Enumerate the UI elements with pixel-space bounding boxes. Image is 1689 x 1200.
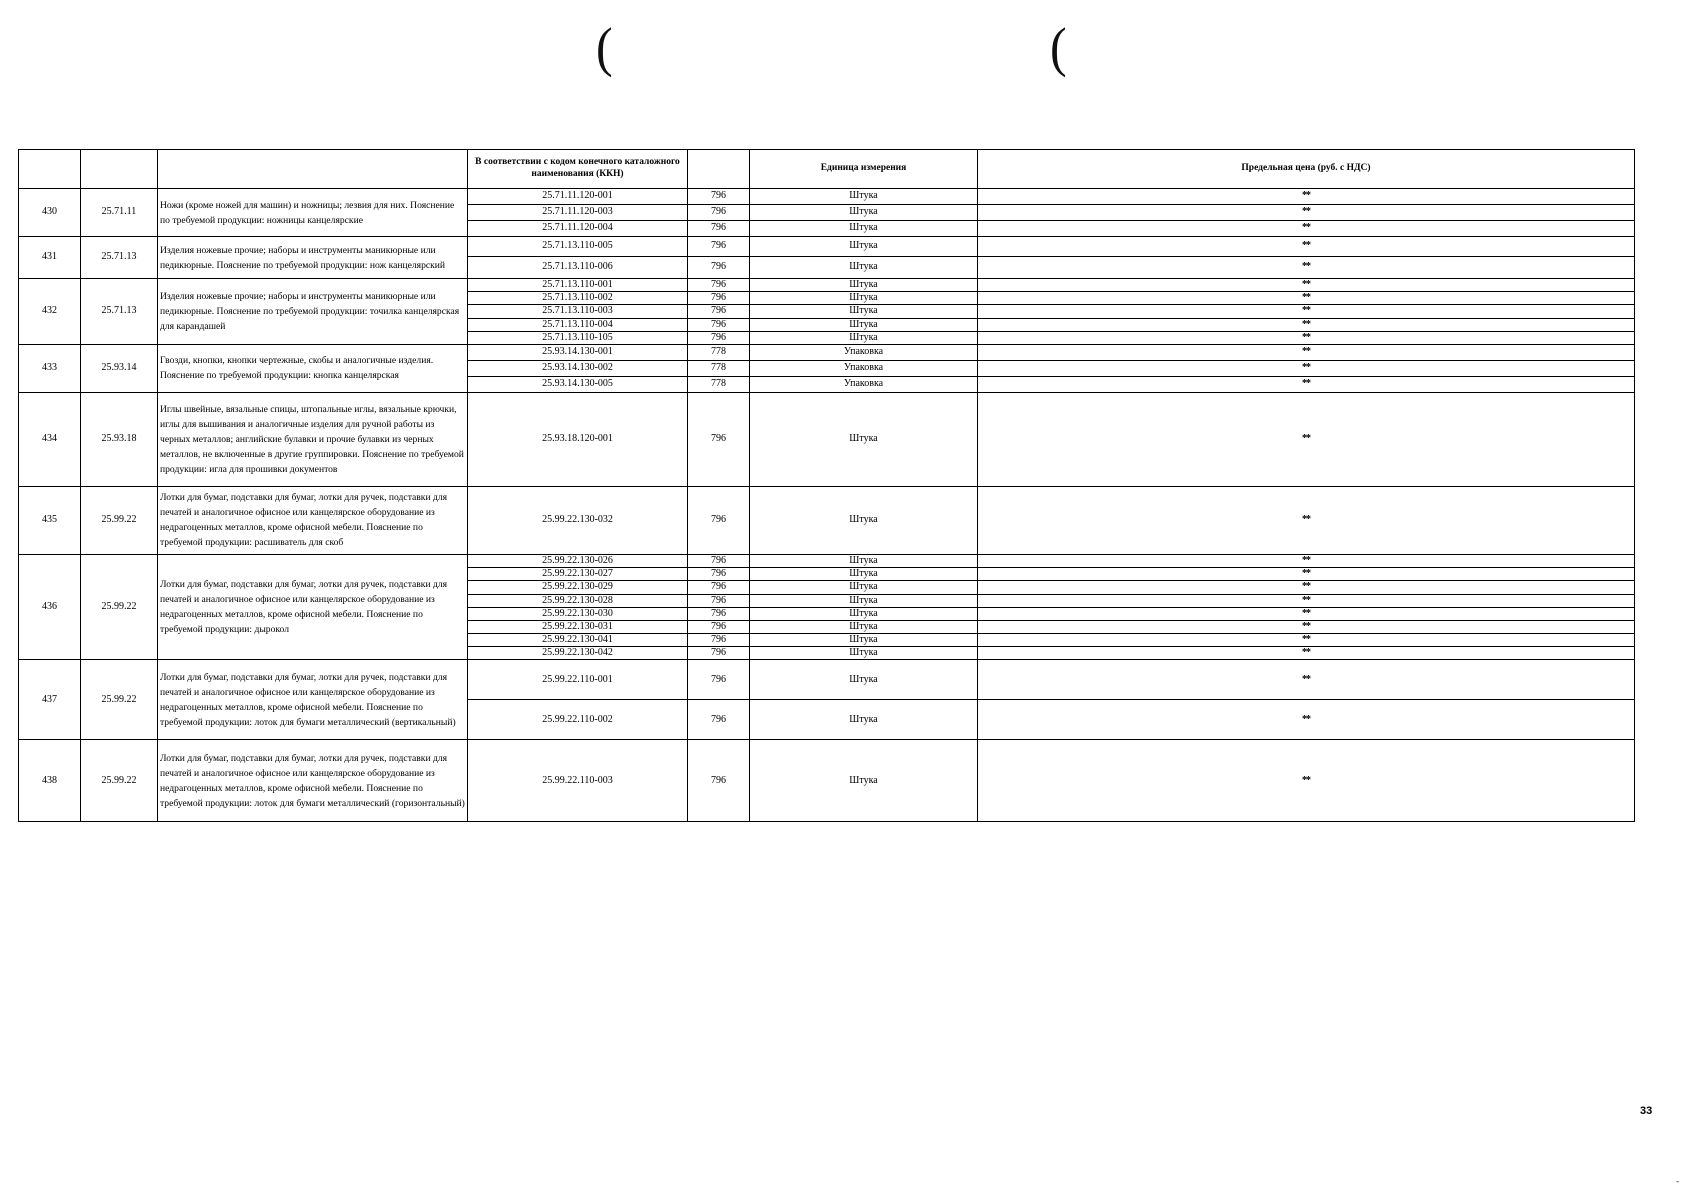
header-desc (158, 150, 468, 189)
okei-code: 796 (688, 331, 750, 344)
price-limit: ** (978, 257, 1635, 279)
item-description: Лотки для бумаг, подставки для бумаг, лотки для ручек, подставки для печатей и аналогичное офисное или канцелярское оборудование из недрагоценных металлов, кроме офисной мебели. Пояснение по требуемой продукции: лоток для бумаги металлический (вертикальный) (158, 660, 468, 740)
unit-name: Штука (750, 647, 978, 660)
price-limit: ** (978, 344, 1635, 360)
kkn-code: 25.99.22.130-028 (468, 594, 688, 607)
kkn-code: 25.99.22.130-031 (468, 620, 688, 633)
okei-code: 796 (688, 279, 750, 292)
table-row (19, 392, 1635, 486)
price-limit: ** (978, 392, 1635, 486)
okei-code: 796 (688, 660, 750, 700)
table-row (19, 344, 1635, 360)
header-unit: Единица измерения (750, 150, 978, 189)
price-limit: ** (978, 554, 1635, 567)
table-row (19, 740, 1635, 822)
table-row (19, 189, 1635, 205)
item-description: Иглы швейные, вязальные спицы, штопальные иглы, вязальные крючки, иглы для вышивания и аналогичные изделия для ручной работы из черных металлов; английские булавки и прочие булавки из черных металлов, не включенные в другие группировки. Пояснение по требуемой продукции: игла для прошивки документов (158, 392, 468, 486)
unit-name: Штука (750, 292, 978, 305)
kkn-code: 25.93.14.130-002 (468, 360, 688, 376)
row-number: 433 (19, 344, 81, 392)
unit-name: Штука (750, 740, 978, 822)
price-limit: ** (978, 376, 1635, 392)
okei-code: 796 (688, 189, 750, 205)
unit-name: Штука (750, 660, 978, 700)
unit-name: Упаковка (750, 376, 978, 392)
price-limit: ** (978, 318, 1635, 331)
unit-name: Штука (750, 205, 978, 221)
kkn-code: 25.93.14.130-001 (468, 344, 688, 360)
kkn-code: 25.71.13.110-001 (468, 279, 688, 292)
unit-name: Упаковка (750, 344, 978, 360)
kkn-code: 25.99.22.130-029 (468, 581, 688, 594)
kkn-code: 25.71.13.110-003 (468, 305, 688, 318)
unit-name: Штука (750, 189, 978, 205)
unit-name: Штука (750, 634, 978, 647)
price-limit: ** (978, 594, 1635, 607)
okei-code: 796 (688, 318, 750, 331)
kkn-code: 25.99.22.110-003 (468, 740, 688, 822)
okei-code: 796 (688, 554, 750, 567)
price-limit: ** (978, 221, 1635, 237)
price-limit: ** (978, 237, 1635, 257)
price-limit: ** (978, 360, 1635, 376)
unit-name: Штука (750, 331, 978, 344)
okei-code: 778 (688, 344, 750, 360)
okpd-code: 25.99.22 (81, 554, 158, 660)
unit-name: Штука (750, 607, 978, 620)
kkn-code: 25.99.22.110-002 (468, 700, 688, 740)
item-description: Гвозди, кнопки, кнопки чертежные, скобы и аналогичные изделия. Пояснение по требуемой продукции: кнопка канцелярская (158, 344, 468, 392)
okei-code: 796 (688, 634, 750, 647)
item-description: Изделия ножевые прочие; наборы и инструменты маникюрные или педикюрные. Пояснение по требуемой продукции: точилка канцелярская для карандашей (158, 279, 468, 345)
price-limit: ** (978, 700, 1635, 740)
scan-mark-left: ( (596, 16, 613, 78)
table-row (19, 279, 1635, 292)
okei-code: 796 (688, 237, 750, 257)
price-limit: ** (978, 607, 1635, 620)
kkn-code: 25.71.13.110-005 (468, 237, 688, 257)
row-number: 434 (19, 392, 81, 486)
price-limit: ** (978, 581, 1635, 594)
price-table (18, 149, 1635, 822)
unit-name: Штука (750, 237, 978, 257)
item-description: Лотки для бумаг, подставки для бумаг, лотки для ручек, подставки для печатей и аналогичное офисное или канцелярское оборудование из недрагоценных металлов, кроме офисной мебели. Пояснение по требуемой продукции: лоток для бумаги металлический (горизонтальный) (158, 740, 468, 822)
table-row (19, 660, 1635, 700)
header-num (19, 150, 81, 189)
row-number: 437 (19, 660, 81, 740)
okei-code: 796 (688, 700, 750, 740)
kkn-code: 25.71.11.120-003 (468, 205, 688, 221)
item-description: Лотки для бумаг, подставки для бумаг, лотки для ручек, подставки для печатей и аналогичное офисное или канцелярское оборудование из недрагоценных металлов, кроме офисной мебели. Пояснение по требуемой продукции: расшиватель для скоб (158, 486, 468, 554)
okei-code: 796 (688, 221, 750, 237)
price-limit: ** (978, 486, 1635, 554)
kkn-code: 25.71.13.110-002 (468, 292, 688, 305)
price-limit: ** (978, 305, 1635, 318)
item-description: Лотки для бумаг, подставки для бумаг, лотки для ручек, подставки для печатей и аналогичное офисное или канцелярское оборудование из недрагоценных металлов, кроме офисной мебели. Пояснение по требуемой продукции: дырокол (158, 554, 468, 660)
kkn-code: 25.71.13.110-105 (468, 331, 688, 344)
page-number: 33 (1640, 1105, 1653, 1117)
unit-name: Упаковка (750, 360, 978, 376)
unit-name: Штука (750, 305, 978, 318)
header-okei (688, 150, 750, 189)
okei-code: 796 (688, 581, 750, 594)
kkn-code: 25.99.22.130-042 (468, 647, 688, 660)
okpd-code: 25.99.22 (81, 740, 158, 822)
okpd-code: 25.99.22 (81, 660, 158, 740)
price-limit: ** (978, 660, 1635, 700)
scan-mark-right: ( (1050, 16, 1067, 78)
unit-name: Штука (750, 700, 978, 740)
unit-name: Штука (750, 318, 978, 331)
kkn-code: 25.99.22.130-027 (468, 568, 688, 581)
row-number: 435 (19, 486, 81, 554)
price-limit: ** (978, 634, 1635, 647)
row-number: 438 (19, 740, 81, 822)
price-limit: ** (978, 331, 1635, 344)
okei-code: 796 (688, 740, 750, 822)
row-number: 436 (19, 554, 81, 660)
row-number: 430 (19, 189, 81, 237)
okei-code: 796 (688, 486, 750, 554)
header-okpd (81, 150, 158, 189)
unit-name: Штука (750, 620, 978, 633)
price-limit: ** (978, 279, 1635, 292)
okei-code: 796 (688, 292, 750, 305)
okei-code: 778 (688, 376, 750, 392)
kkn-code: 25.71.13.110-006 (468, 257, 688, 279)
okei-code: 796 (688, 594, 750, 607)
okpd-code: 25.71.13 (81, 279, 158, 345)
kkn-code: 25.71.11.120-001 (468, 189, 688, 205)
unit-name: Штука (750, 554, 978, 567)
okei-code: 796 (688, 647, 750, 660)
kkn-code: 25.71.11.120-004 (468, 221, 688, 237)
row-number: 431 (19, 237, 81, 279)
price-limit: ** (978, 647, 1635, 660)
okei-code: 796 (688, 257, 750, 279)
price-limit: ** (978, 292, 1635, 305)
unit-name: Штука (750, 486, 978, 554)
corner-mark: - (1676, 1176, 1679, 1186)
okei-code: 796 (688, 305, 750, 318)
row-number: 432 (19, 279, 81, 345)
header-row (19, 150, 1635, 189)
okei-code: 796 (688, 568, 750, 581)
unit-name: Штука (750, 581, 978, 594)
kkn-code: 25.99.22.110-001 (468, 660, 688, 700)
unit-name: Штука (750, 594, 978, 607)
unit-name: Штука (750, 257, 978, 279)
okei-code: 778 (688, 360, 750, 376)
item-description: Изделия ножевые прочие; наборы и инструменты маникюрные или педикюрные. Пояснение по требуемой продукции: нож канцелярский (158, 237, 468, 279)
price-limit: ** (978, 620, 1635, 633)
price-limit: ** (978, 568, 1635, 581)
okpd-code: 25.71.13 (81, 237, 158, 279)
header-price: Предельная цена (руб. с НДС) (978, 150, 1635, 189)
table-row (19, 554, 1635, 567)
okei-code: 796 (688, 392, 750, 486)
okpd-code: 25.93.18 (81, 392, 158, 486)
kkn-code: 25.99.22.130-041 (468, 634, 688, 647)
okpd-code: 25.93.14 (81, 344, 158, 392)
price-limit: ** (978, 740, 1635, 822)
kkn-code: 25.99.22.130-032 (468, 486, 688, 554)
price-limit: ** (978, 189, 1635, 205)
kkn-code: 25.93.14.130-005 (468, 376, 688, 392)
kkn-code: 25.99.22.130-030 (468, 607, 688, 620)
table-row (19, 486, 1635, 554)
okpd-code: 25.71.11 (81, 189, 158, 237)
header-kkn: В соответствии с кодом конечного каталожного наименования (ККН) (468, 150, 688, 189)
okei-code: 796 (688, 205, 750, 221)
okei-code: 796 (688, 607, 750, 620)
unit-name: Штука (750, 221, 978, 237)
table-row (19, 237, 1635, 257)
price-limit: ** (978, 205, 1635, 221)
unit-name: Штука (750, 568, 978, 581)
item-description: Ножи (кроме ножей для машин) и ножницы; лезвия для них. Пояснение по требуемой продукции: ножницы канцелярские (158, 189, 468, 237)
okpd-code: 25.99.22 (81, 486, 158, 554)
kkn-code: 25.71.13.110-004 (468, 318, 688, 331)
okei-code: 796 (688, 620, 750, 633)
table-body (19, 189, 1635, 822)
kkn-code: 25.99.22.130-026 (468, 554, 688, 567)
unit-name: Штука (750, 392, 978, 486)
kkn-code: 25.93.18.120-001 (468, 392, 688, 486)
unit-name: Штука (750, 279, 978, 292)
